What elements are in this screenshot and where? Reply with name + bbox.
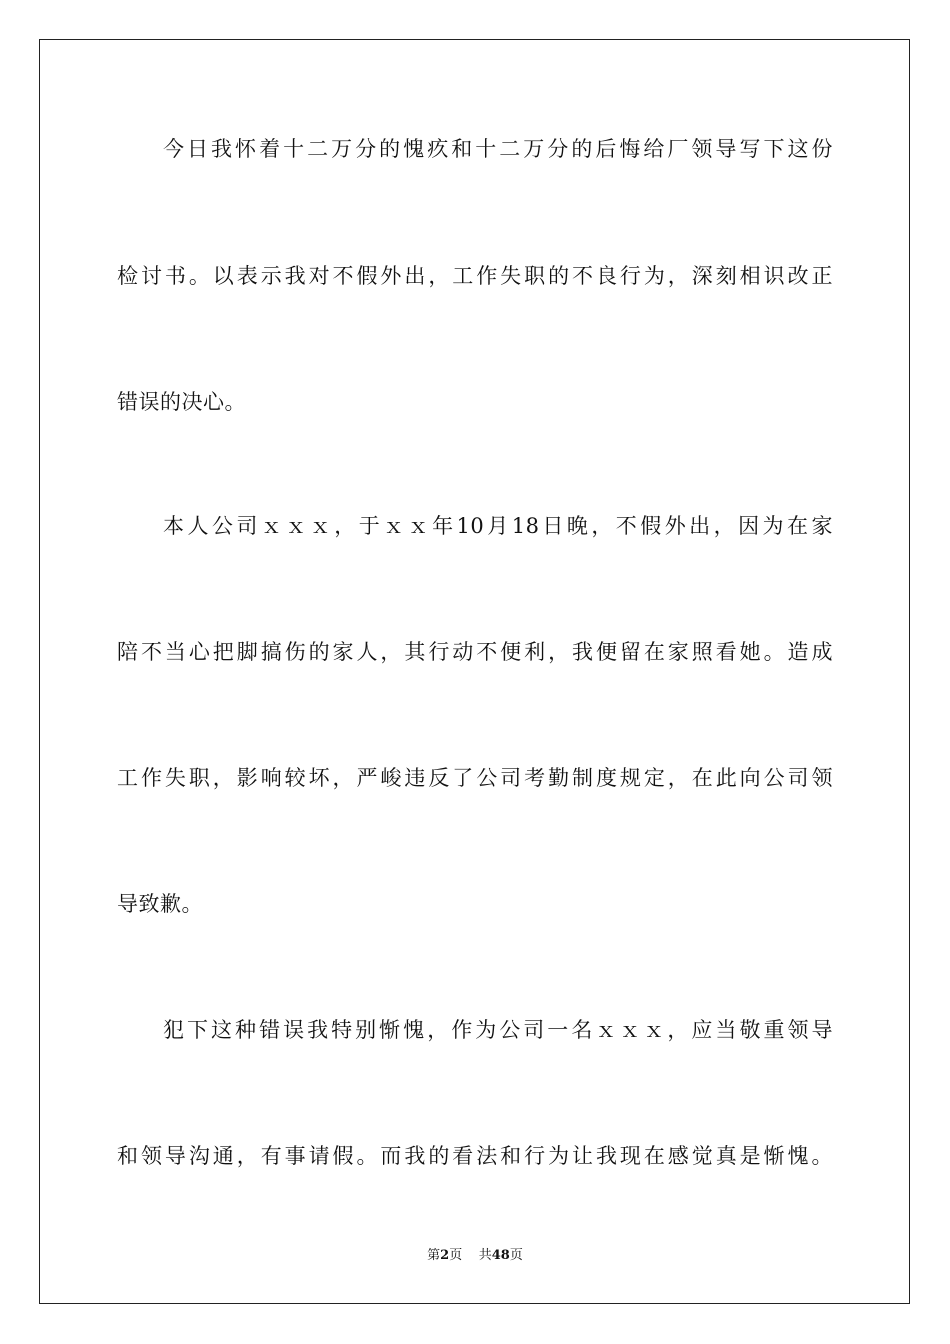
page-number: 2	[440, 1248, 450, 1263]
page-footer	[0, 1247, 950, 1265]
page-suffix: 页	[449, 1248, 463, 1263]
paragraph-2-line-3: 工作失职，影响较坏，严峻违反了公司考勤制度规定，在此向公司领	[117, 766, 833, 790]
paragraph-3-line-2: 和领导沟通，有事请假。而我的看法和行为让我现在感觉真是惭愧。	[117, 1144, 833, 1168]
total-prefix: 共	[478, 1248, 492, 1263]
paragraph-3-line-1: 犯下这种错误我特别惭愧，作为公司一名ｘｘｘ，应当敬重领导	[163, 1018, 833, 1042]
paragraph-2-line-1: 本人公司ｘｘｘ，于ｘｘ年10月18日晚，不假外出，因为在家	[163, 514, 833, 538]
total-suffix: 页	[509, 1248, 523, 1263]
paragraph-1-line-3: 错误的决心。	[117, 390, 246, 414]
total-pages: 48	[491, 1248, 510, 1263]
paragraph-1-line-1: 今日我怀着十二万分的愧疚和十二万分的后悔给厂领导写下这份	[163, 137, 833, 161]
paragraph-2-line-2: 陪不当心把脚搞伤的家人，其行动不便利，我便留在家照看她。造成	[117, 640, 833, 664]
page-prefix: 第	[427, 1248, 441, 1263]
page-border	[39, 39, 910, 1304]
paragraph-1-line-2: 检讨书。以表示我对不假外出，工作失职的不良行为，深刻相识改正	[117, 264, 833, 288]
paragraph-2-line-4: 导致歉。	[117, 892, 203, 916]
